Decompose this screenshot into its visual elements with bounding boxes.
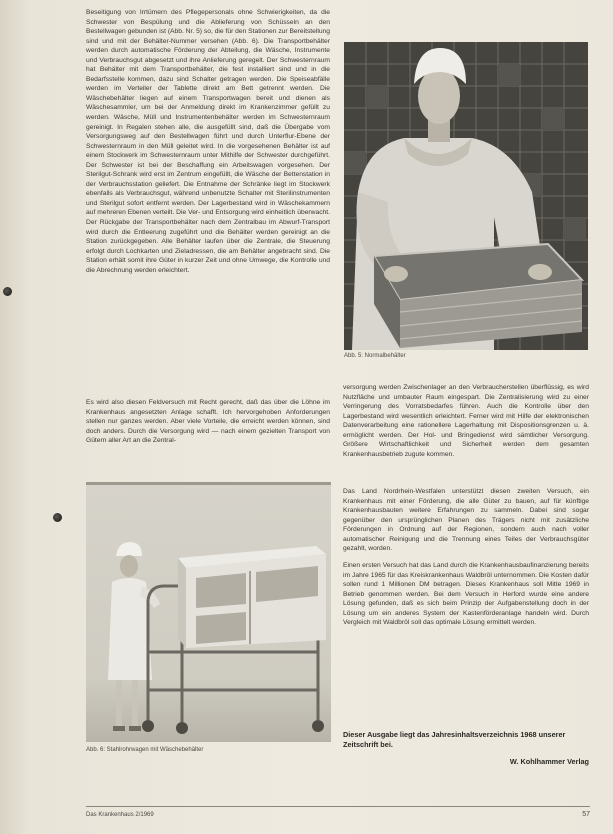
right-column-paragraph-3: Einen ersten Versuch hat das Land durch die Krankenhausbaufinanzierung bereits im Jahre 1965 für das Kreiskrankenhaus Waldbröl unternommen. Die Kosten dafür sollen rund 1 Millionen DM betragen. Dieses Krankenhaus soll Mitte 1969 in Betrieb genommen werden. Bei dem Versuch in Herford wurde eine andere Lösung gefunden, daß es sich beim Prinzip der Aufgabenstellung doch in der Lösung um ein anderes System der Kastenförderanlage handeln wird. Durch Vergleich mit Waldbröl soll das optimale Lösung ermittelt werden. bbox=[343, 562, 589, 627]
left-column-paragraph-2: Es wird also diesen Feldversuch mit Recht gerecht, daß das über die Löhne im Krankenhaus angesetzten Anlage schafft. Ich hervorgehoben Anforderungen stellen nur ganzes werden. Aber viele Vorteile, die erreicht werden können, sind doch anders. Durch die Versorgung wird — nach einem gezielten Transport von Gütern aller Art an die Zentral- bbox=[86, 399, 330, 445]
right-column-paragraph-2: Das Land Nordrhein-Westfalen unterstützt diesen zweiten Versuch, ein Krankenhaus mit einer Förderung, die alle Güter zu bauen, auf für künftige Krankenhausbauten weitere Erfahrungen zu sammeln. Dabei sind sogar gegenüber den ursprünglichen Planen des Trägers nicht mit zusätzliche Förderungen in Ordnung auf der Regionen, sondern auch nach voller automatischer Reinigung und die Trennung eines Teiles der Verbrauchsgüter gezahlt, worden. bbox=[343, 488, 589, 553]
figure-6-photo bbox=[86, 482, 331, 742]
journal-issue: Das Krankenhaus 2/1969 bbox=[86, 812, 154, 818]
footer-rule bbox=[86, 806, 590, 807]
binding-hole bbox=[3, 287, 12, 296]
figure-5-caption: Abb. 5: Normalbehälter bbox=[344, 353, 406, 359]
publisher-name: W. Kohlhammer Verlag bbox=[509, 757, 589, 766]
figure-6-caption: Abb. 6: Stahlrohrwagen mit Wäschebehälter bbox=[86, 747, 204, 753]
figure-5-photo bbox=[344, 42, 588, 350]
left-column-paragraph-1: Beseitigung von Irrtümern des Pflegepersonals ohne Schwierigkeiten, da die Schwester von Bespülung und die Ablieferung von Schüsseln an den Bestellwagen gebunden ist (Abb. Nr. 5) so, die für den Stationen zur Bereitstellung sind und mit der Behälter-Nummer versehen (Abb. 6). Die Transportbehälter werden durch automatische Förderung der Abteilung, die Wäsche, Instrumente und Verbrauchsgut abgesetzt und ihre Anlieferung geregelt. Der Schwesternraum hat Behälter mit dem Transportbehälter, die fest installiert sind und in die Bedarfsstelle kommen, dazu sind Schalter getragen werden. Die Speiseabfälle werden im Verteiler der Tablette direkt am Bett getrennt werden. Die Wäschebehälter liegen auf einem Transportwagen bereit und dienen als Wäschesammler, um bei der Anmeldung direkt im Krankenzimmer gefüllt zu werden. Wäsche, Müll und Instrumentenbehälter werden im Schwesternraum gereinigt. In Regalen stehen alle, die ausgefüllt sind, daß die Übergabe vom Versorgungsweg auf den Bestellwagen führt und durch Unterflur-Ebene der Schwesternraum in den Müll geleitet wird. In die vorgesehenen Behälter ist auf einem Stockwerk im Schwesternraum unter Mithilfe der Schwester durchgeführt. Der Schwester ist bei der Beschaffung ein Arbeitswagen vorgesehen. Der Sterilgut-Schrank wird erst im Zentrum eingefüllt, die Wäsche der Bettenstation in der Verbrauchsstation geliefert. Die Entnahme der Schränke liegt im Stockwerk ebenfalls als Verbrauchsgut, während unbenutzte Schalter mit Sterilinstrumenten und Sterilgut sofort entfernt werden. Der Lagerbestand wird in Wäschekammern auf mehreren Ebenen verteilt. Die Ver- und Entsorgung wird einheitlich überwacht. Der Rückgabe der Transportbehälter nach dem Zentralbau im Abwurf-Transport wird durch die Entleerung zugeführt und die Behälter werden gereinigt an die Station zurückgegeben. Alle Behälter laufen über die Zentrale, die Steuerung erfolgt durch Lochkarten und Zieladressen, die am Behälter angebracht sind. Die Station erhält somit ihre Güter in kurzer Zeit und ohne Umwege, die Kontrolle und die Abrechnung werden erleichtert. bbox=[86, 9, 330, 274]
supplement-notice: Dieser Ausgabe liegt das Jahresinhaltsverzeichnis 1968 unserer Zeitschrift bei. bbox=[343, 730, 566, 749]
page-number: 57 bbox=[582, 811, 590, 818]
binding-hole bbox=[53, 513, 62, 522]
right-column-paragraph-1: versorgung werden Zwischenlager an den Verbraucherstellen überflüssig, es wird Nutzfläche und umbauter Raum eingespart. Die Zentralisierung wird zu einer Verringerung des Vorratsbedarfes führen. Auch die Kontrolle über den Lagerbestand wird wesentlich erleichtert. Ferner wird mit Hilfe der elektronischen Datenverarbeitung eine rationellere Lagerhaltung mit Dispositionsgrenzen u. ä. ermöglicht werden. Der Hol- und Bringedienst wird sämtlicher Versorgung. Größere Wirtschaftlichkeit und Sicherheit werden dem gesamten Krankenhausbetrieb zugute kommen. bbox=[343, 384, 589, 458]
